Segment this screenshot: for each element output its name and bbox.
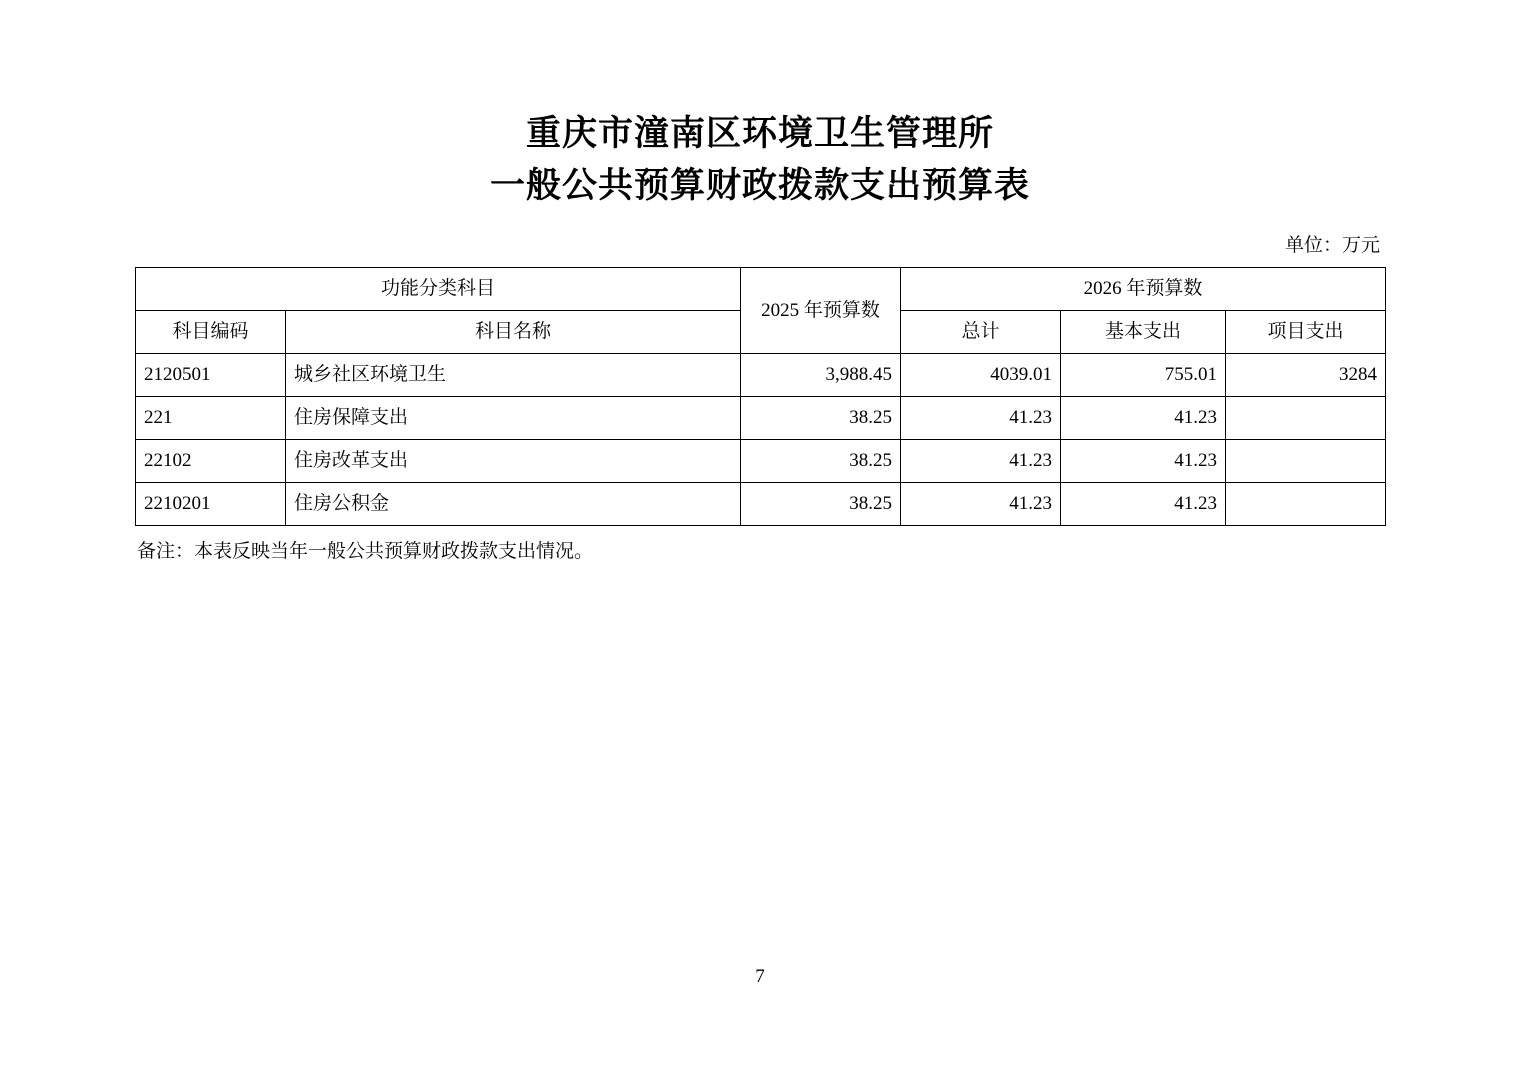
header-total: 总计 <box>901 311 1061 354</box>
cell-prev-year: 38.25 <box>741 397 901 440</box>
cell-prev-year: 38.25 <box>741 483 901 526</box>
cell-name: 住房保障支出 <box>286 397 741 440</box>
budget-table-wrapper <box>135 267 1385 526</box>
header-prev-year: 2025 年预算数 <box>741 268 901 354</box>
header-project: 项目支出 <box>1226 311 1386 354</box>
cell-total: 41.23 <box>901 397 1061 440</box>
header-name: 科目名称 <box>286 311 741 354</box>
cell-code: 221 <box>136 397 286 440</box>
table-body <box>136 354 1386 526</box>
cell-total: 41.23 <box>901 483 1061 526</box>
page-number: 7 <box>755 966 765 987</box>
cell-project <box>1226 483 1386 526</box>
cell-name: 城乡社区环境卫生 <box>286 354 741 397</box>
table-header-row-1 <box>136 268 1386 311</box>
table-row <box>136 397 1386 440</box>
unit-note: 单位：万元 <box>1284 235 1380 256</box>
cell-basic: 41.23 <box>1061 440 1226 483</box>
cell-prev-year: 38.25 <box>741 440 901 483</box>
table-row <box>136 440 1386 483</box>
table-row <box>136 483 1386 526</box>
cell-code: 2210201 <box>136 483 286 526</box>
header-code: 科目编码 <box>136 311 286 354</box>
cell-basic: 755.01 <box>1061 354 1226 397</box>
cell-basic: 41.23 <box>1061 397 1226 440</box>
page-title-line-1: 重庆市潼南区环境卫生管理所 <box>525 114 994 153</box>
cell-code: 2120501 <box>136 354 286 397</box>
page-title-line-2: 一般公共预算财政拨款支出预算表 <box>489 166 1030 205</box>
table-header <box>136 268 1386 354</box>
cell-project <box>1226 397 1386 440</box>
cell-project <box>1226 440 1386 483</box>
header-function-group: 功能分类科目 <box>136 268 741 311</box>
footer-note: 备注：本表反映当年一般公共预算财政拨款支出情况。 <box>137 541 594 562</box>
cell-project: 3284 <box>1226 354 1386 397</box>
cell-basic: 41.23 <box>1061 483 1226 526</box>
cell-name: 住房公积金 <box>286 483 741 526</box>
cell-code: 22102 <box>136 440 286 483</box>
header-cur-year: 2026 年预算数 <box>901 268 1386 311</box>
title-block <box>0 0 1520 212</box>
cell-total: 41.23 <box>901 440 1061 483</box>
cell-name: 住房改革支出 <box>286 440 741 483</box>
budget-table <box>135 267 1386 526</box>
table-row <box>136 354 1386 397</box>
cell-prev-year: 3,988.45 <box>741 354 901 397</box>
cell-total: 4039.01 <box>901 354 1061 397</box>
header-basic: 基本支出 <box>1061 311 1226 354</box>
